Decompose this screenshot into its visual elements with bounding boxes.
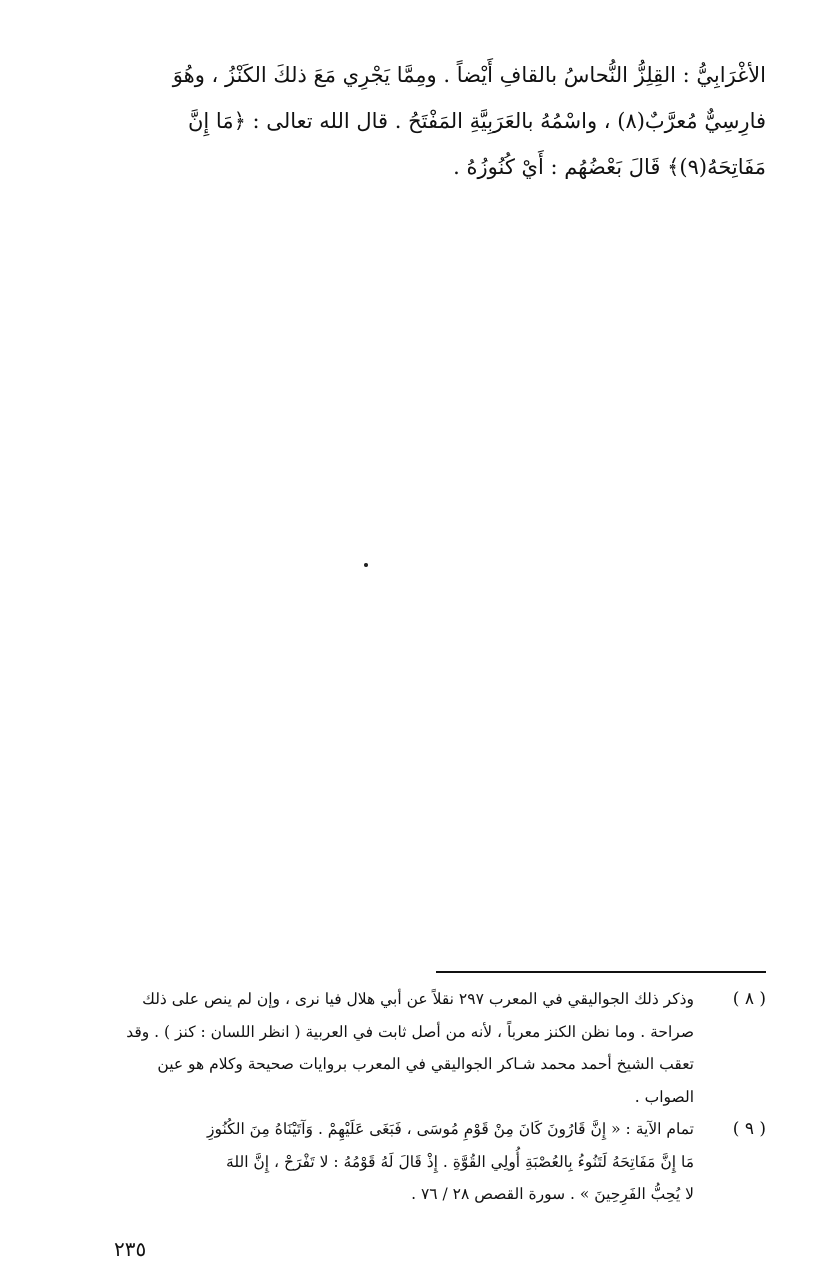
main-text-line: الأغْرَابِيُّ : القِلِزُّ النُّحاسُ بالقافِ أَيْضاً . ومِمَّا يَجْرِي مَعَ ذلكَ الكَنْزُ ، وهُوَ xyxy=(172,63,766,87)
footnote-line: الصواب . xyxy=(634,1087,694,1106)
footnote-line: تمام الآية : « إِنَّ قَارُونَ كَانَ مِنْ قَوْمِ مُوسَى ، فَبَغَى عَلَيْهِمْ . وَآتَيْنَاهُ مِنَ الكُنُوزِ xyxy=(207,1120,694,1138)
footnote-separator-rule xyxy=(436,971,766,973)
footnote-line: تعقب الشيخ أحمد محمد شـاكر الجواليقي في المعرب بروايات صحيحة وكلام هو عين xyxy=(157,1055,694,1073)
footnote-8 xyxy=(112,983,766,1113)
footnotes-section xyxy=(112,983,766,1211)
footnote-line: لا يُحِبُّ الفَرِحِينَ » . سورة القصص ٢٨ / ٧٦ . xyxy=(411,1185,694,1203)
footnote-9 xyxy=(112,1113,766,1211)
footnote-line: مَا إِنَّ مَفَاتِحَهُ لَتَنُوءُ بِالعُصْبَةِ أُولِي القُوَّةِ . إِذْ قَالَ لَهُ قَوْمُهُ : لا تَفْرَحْ ، إِنَّ اللهَ xyxy=(226,1152,694,1171)
main-text-block xyxy=(112,52,766,190)
stray-dot-mark xyxy=(364,563,368,567)
main-text-line: فارِسِيٌّ مُعرَّبٌ(٨) ، واسْمُهُ بالعَرَبِيَّةِ المَفْتَحُ . قال الله تعالى : ﴿مَا إِنَّ xyxy=(188,109,766,133)
footnote-marker: ( ٩ ) xyxy=(732,1119,766,1139)
footnote-marker: ( ٨ ) xyxy=(732,989,766,1009)
main-text-line: مَفَاتِحَهُ(٩)﴾ قَالَ بَعْضُهُم : أَيْ كُنُوزُهُ . xyxy=(453,155,766,179)
footnote-line: صراحة . وما نظن الكنز معرباً ، لأنه من أصل ثابت في العربية ( انظر اللسان : كنز ) . وقد xyxy=(126,1022,694,1041)
footnote-line: وذكر ذلك الجواليقي في المعرب ٢٩٧ نقلاً عن أبي هلال فيا نرى ، وإن لم ينص على ذلك xyxy=(142,990,694,1008)
page-number: ٢٣٥ xyxy=(114,1237,147,1261)
